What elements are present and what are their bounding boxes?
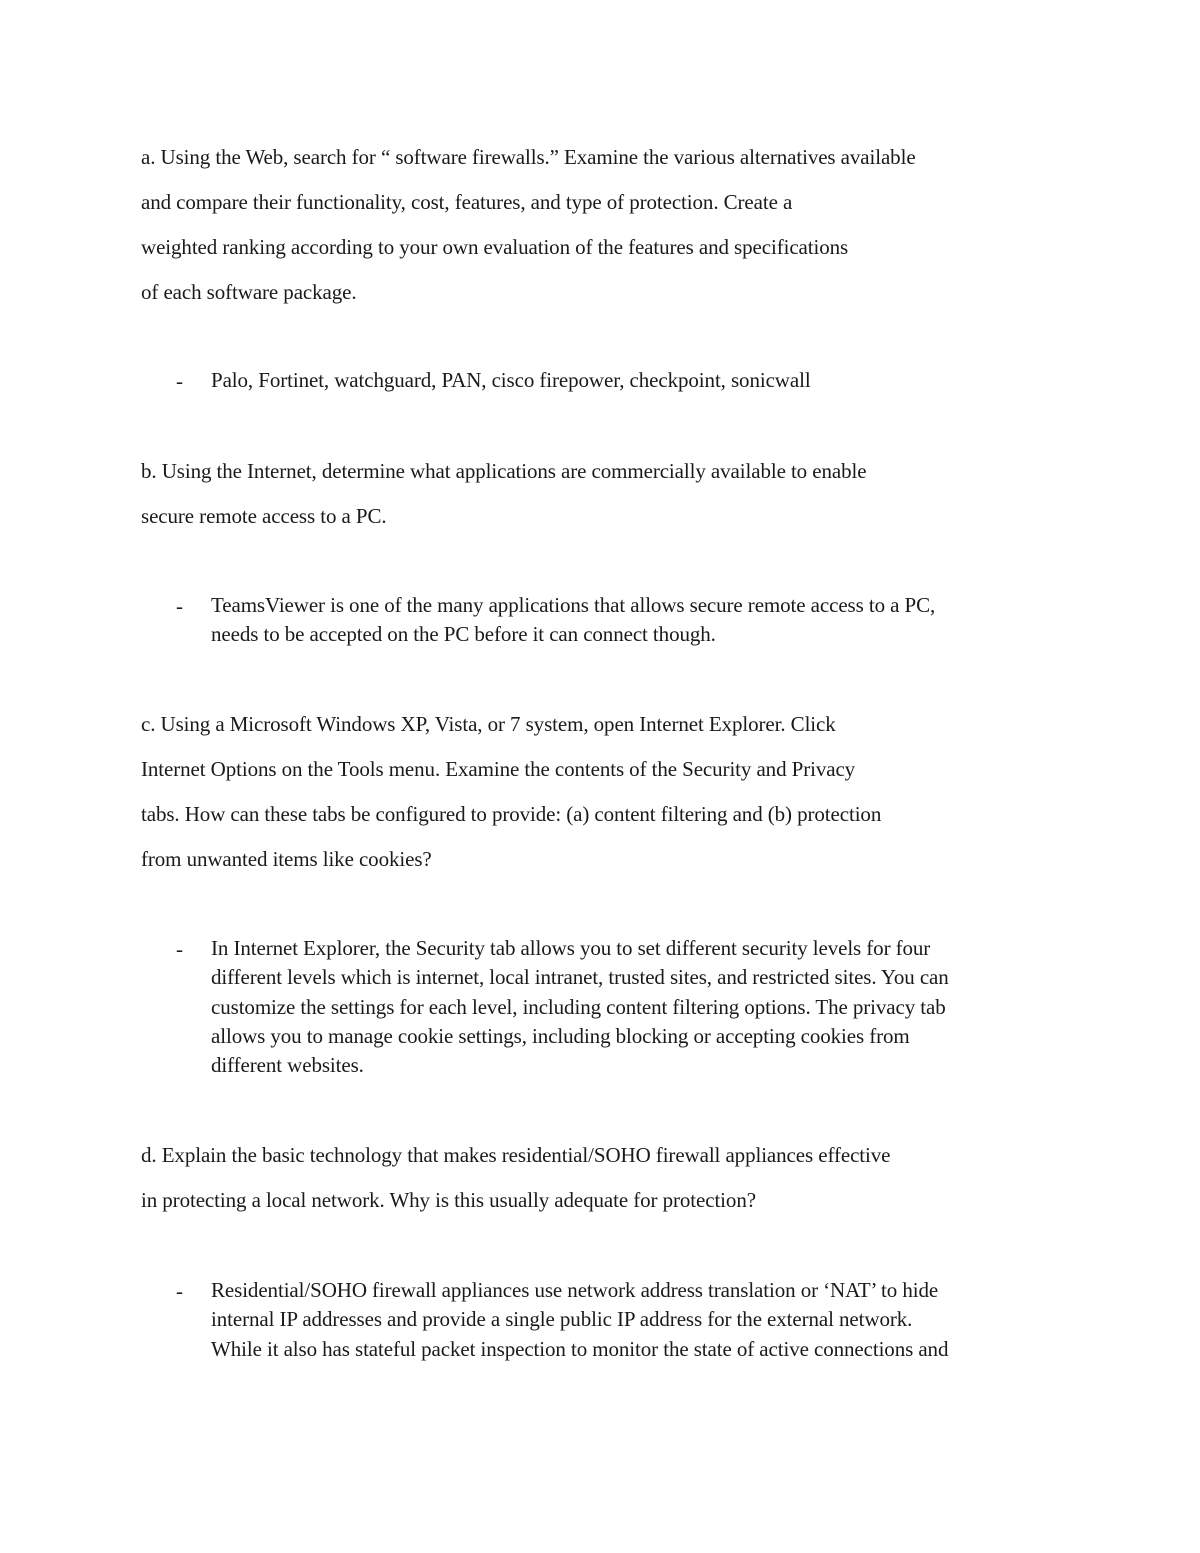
question-b-line-2: secure remote access to a PC. bbox=[141, 504, 387, 528]
answer-d-line-2: internal IP addresses and provide a single public IP address for the external network. bbox=[211, 1307, 913, 1332]
answer-c-text bbox=[211, 934, 1091, 1080]
question-a-line-1: a. Using the Web, search for “ software firewalls.” Examine the various alternatives available bbox=[141, 145, 916, 169]
answer-a-text bbox=[211, 366, 1091, 395]
question-d-line-1: d. Explain the basic technology that makes residential/SOHO firewall appliances effective bbox=[141, 1143, 891, 1167]
question-a-line-4: of each software package. bbox=[141, 280, 357, 304]
question-b-line-1: b. Using the Internet, determine what applications are commercially available to enable bbox=[141, 459, 867, 483]
answer-b-line-2: needs to be accepted on the PC before it can connect though. bbox=[211, 622, 716, 647]
answer-c-line-3: customize the settings for each level, including content filtering options. The privacy tab bbox=[211, 994, 946, 1019]
question-c-line-1: c. Using a Microsoft Windows XP, Vista, or 7 system, open Internet Explorer. Click bbox=[141, 712, 836, 736]
question-c-line-4: from unwanted items like cookies? bbox=[141, 847, 432, 871]
question-c-line-3: tabs. How can these tabs be configured to provide: (a) content filtering and (b) protection bbox=[141, 802, 882, 826]
answer-b-text bbox=[211, 591, 1091, 650]
question-d-line-2: in protecting a local network. Why is this usually adequate for protection? bbox=[141, 1188, 756, 1212]
answer-d-line-1: Residential/SOHO firewall appliances use network address translation or ‘NAT’ to hide bbox=[211, 1278, 939, 1302]
question-c-line-2: Internet Options on the Tools menu. Examine the contents of the Security and Privacy bbox=[141, 757, 856, 781]
answer-a-bullet: - bbox=[176, 369, 183, 393]
question-a-line-2: and compare their functionality, cost, features, and type of protection. Create a bbox=[141, 190, 793, 214]
answer-c-line-5: different websites. bbox=[211, 1053, 364, 1078]
question-a-line-3: weighted ranking according to your own evaluation of the features and specifications bbox=[141, 235, 849, 259]
answer-b-bullet: - bbox=[176, 594, 183, 618]
answer-a-line-1: Palo, Fortinet, watchguard, PAN, cisco firepower, checkpoint, sonicwall bbox=[211, 368, 811, 392]
answer-c-line-1: In Internet Explorer, the Security tab allows you to set different security levels for four bbox=[211, 936, 931, 960]
answer-d-text bbox=[211, 1276, 1091, 1364]
answer-c-bullet: - bbox=[176, 937, 183, 961]
answer-c-line-2: different levels which is internet, local intranet, trusted sites, and restricted sites. You can bbox=[211, 965, 949, 990]
answer-d-bullet: - bbox=[176, 1279, 183, 1303]
answer-d-line-3: While it also has stateful packet inspection to monitor the state of active connections and bbox=[211, 1336, 949, 1361]
answer-c-line-4: allows you to manage cookie settings, including blocking or accepting cookies from bbox=[211, 1023, 910, 1048]
answer-b-line-1: TeamsViewer is one of the many applications that allows secure remote access to a PC, bbox=[211, 593, 936, 617]
